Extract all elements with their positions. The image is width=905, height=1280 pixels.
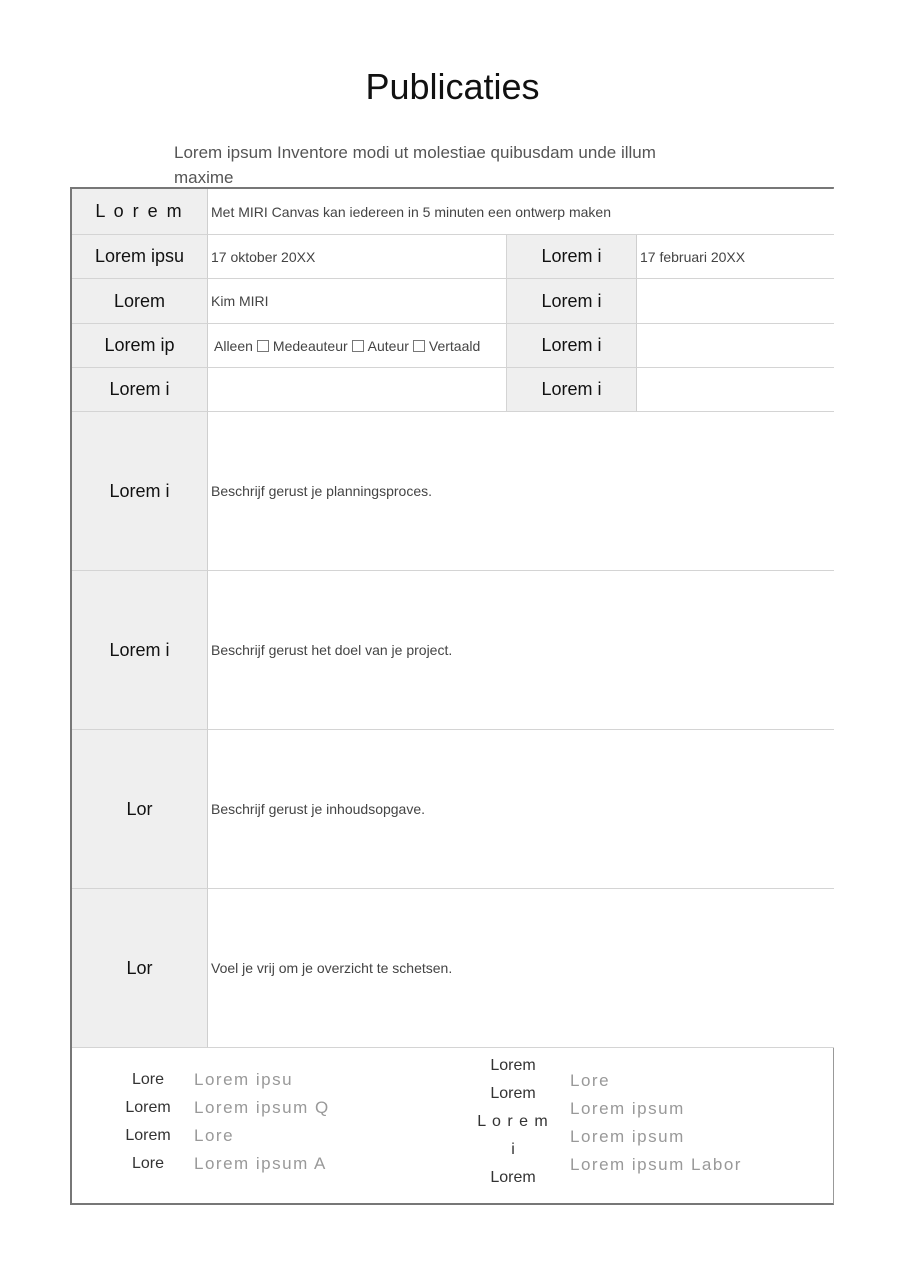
row1-label: L o r e m	[72, 189, 208, 235]
legend-left-value: Lorem ipsum Q	[194, 1098, 330, 1117]
legend-left-label: Lorem	[125, 1127, 171, 1144]
legend-right-value: Lorem ipsum	[570, 1099, 685, 1118]
legend-right-label: Lorem	[490, 1057, 536, 1074]
legend-right-label: Lorem	[490, 1169, 536, 1186]
role-options	[208, 324, 507, 368]
legend	[72, 1048, 834, 1205]
legend-right-label: Lorem	[490, 1085, 536, 1102]
checkbox-icon[interactable]	[413, 340, 425, 352]
section-planning-label: Lorem i	[72, 412, 208, 571]
legend-left-value: Lorem ipsum A	[194, 1154, 327, 1173]
section-overview-value[interactable]: Voel je vrij om je overzicht te schetsen.	[208, 889, 834, 1048]
section-contents-label: Lor	[72, 730, 208, 889]
row3-value-right[interactable]	[637, 279, 834, 324]
option-auteur: Auteur	[367, 337, 409, 354]
checkbox-icon[interactable]	[352, 340, 364, 352]
legend-left-label: Lore	[131, 1155, 165, 1172]
form-table	[70, 187, 834, 1205]
row3-label-right: Lorem i	[507, 279, 637, 324]
legend-right-label: L o r e m	[477, 1113, 549, 1130]
legend-left-label: Lorem	[125, 1099, 171, 1116]
row5-value-right[interactable]	[637, 368, 834, 412]
row5-label: Lorem i	[72, 368, 208, 412]
option-medeauteur: Medeauteur	[272, 337, 348, 354]
checkbox-icon[interactable]	[257, 340, 269, 352]
row2-value-right[interactable]: 17 februari 20XX	[637, 235, 834, 279]
section-goal-value[interactable]: Beschrijf gerust het doel van je project.	[208, 571, 834, 730]
row2-label: Lorem ipsu	[72, 235, 208, 279]
row3-label: Lorem	[72, 279, 208, 324]
row3-value[interactable]: Kim MIRI	[208, 279, 507, 324]
row5-label-right: Lorem i	[507, 368, 637, 412]
option-alleen: Alleen	[214, 337, 253, 354]
section-goal-label: Lorem i	[72, 571, 208, 730]
row4-label: Lorem ip	[72, 324, 208, 368]
legend-right-value: Lore	[570, 1071, 611, 1090]
legend-right-value: Lorem ipsum Labor	[570, 1155, 742, 1174]
row4-value-right[interactable]	[637, 324, 834, 368]
legend-right-value: Lorem ipsum	[570, 1127, 685, 1146]
row5-value[interactable]	[208, 368, 507, 412]
section-contents-value[interactable]: Beschrijf gerust je inhoudsopgave.	[208, 730, 834, 889]
legend-left-label: Lore	[131, 1071, 165, 1088]
legend-left-value: Lorem ipsu	[194, 1070, 294, 1089]
row4-label-right: Lorem i	[507, 324, 637, 368]
section-planning-value[interactable]: Beschrijf gerust je planningsproces.	[208, 412, 834, 571]
page-subtitle: Lorem ipsum Inventore modi ut molestiae quibusdam unde illum maxime	[174, 143, 656, 187]
section-overview-label: Lor	[72, 889, 208, 1048]
legend-left-value: Lore	[194, 1126, 235, 1145]
row1-value[interactable]: Met MIRI Canvas kan iedereen in 5 minuten een ontwerp maken	[208, 189, 834, 235]
row2-label-right: Lorem i	[507, 235, 637, 279]
legend-right-label: i	[511, 1141, 515, 1158]
option-vertaald: Vertaald	[428, 337, 481, 354]
row2-value[interactable]: 17 oktober 20XX	[208, 235, 507, 279]
page-title: Publicaties	[365, 66, 540, 107]
